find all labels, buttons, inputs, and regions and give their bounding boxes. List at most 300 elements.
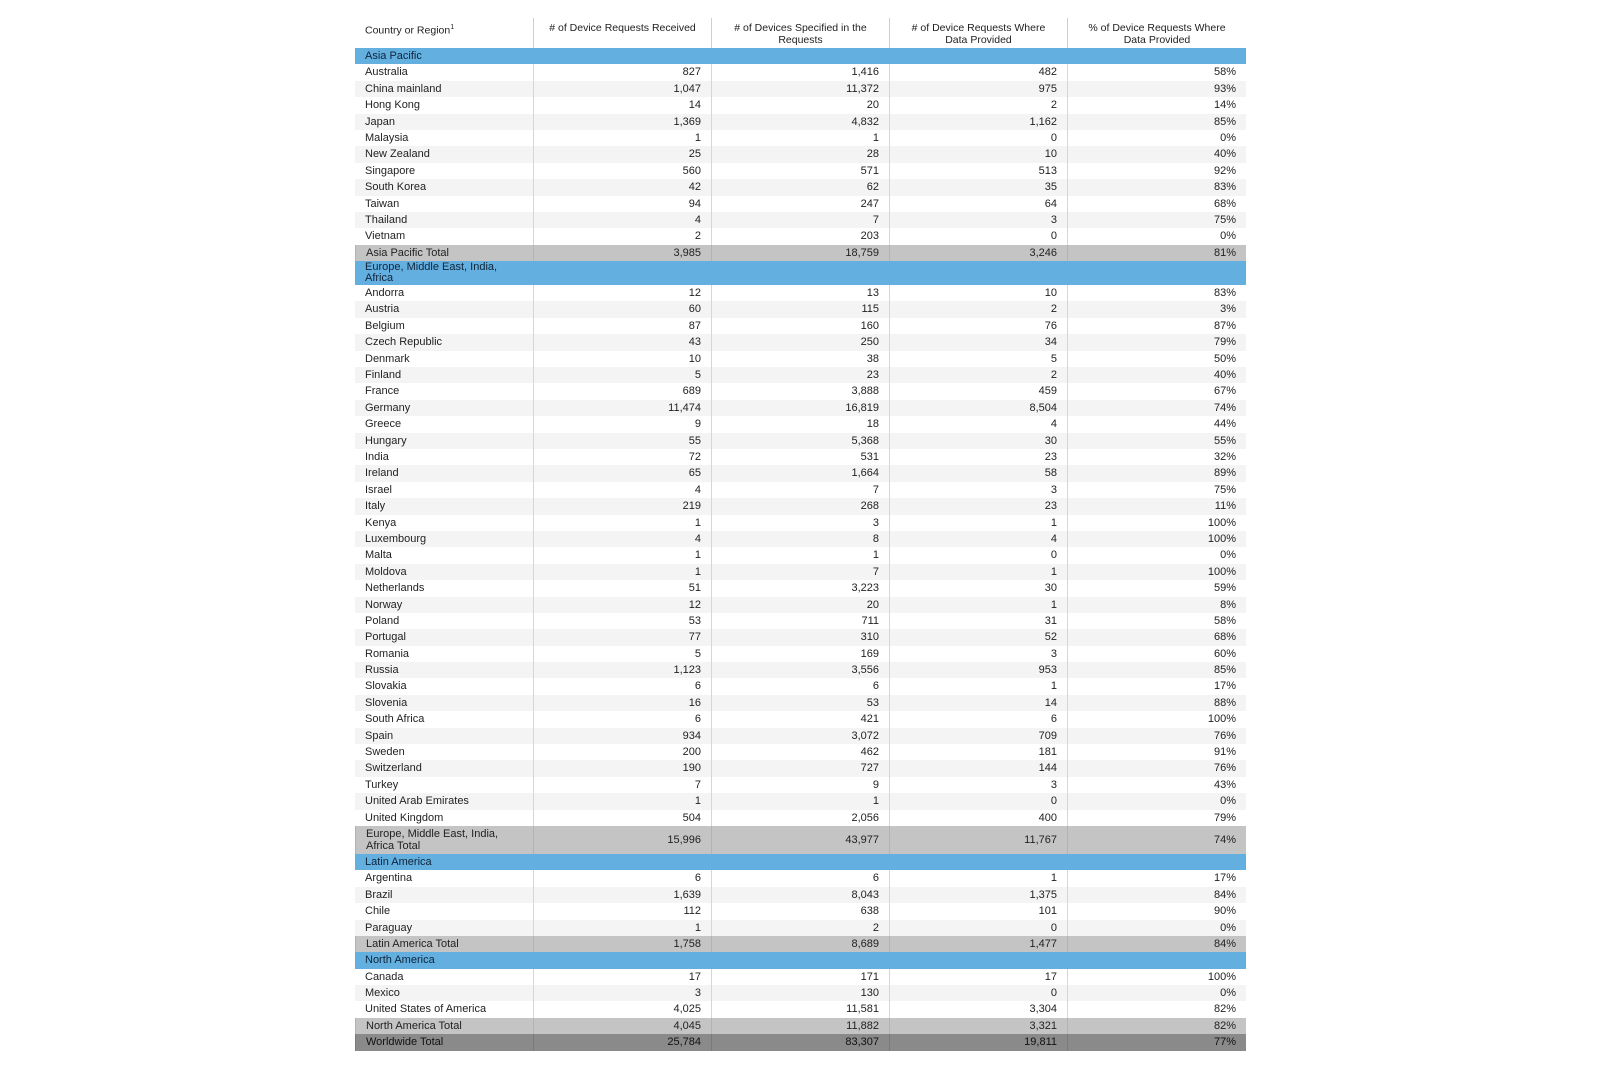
cell-percent: 100% (1067, 969, 1246, 985)
region-header-empty-cell (889, 952, 1067, 968)
cell-country: Greece (365, 418, 402, 431)
cell-country: Turkey (365, 778, 399, 791)
cell-provided: 0 (889, 130, 1067, 146)
cell-received: 1,369 (533, 114, 711, 130)
cell-percent: 44% (1067, 416, 1246, 432)
header-specified: # of Devices Specified in the Requests (711, 18, 889, 48)
cell-provided: 2 (889, 97, 1067, 113)
cell-percent: 100% (1067, 564, 1246, 580)
table-row (355, 416, 1246, 432)
cell-specified: 247 (711, 196, 889, 212)
cell-provided: 17 (889, 969, 1067, 985)
region-header-empty-cell (889, 48, 1067, 64)
cell-specified: 11,882 (711, 1018, 889, 1034)
cell-country: Thailand (365, 213, 408, 226)
cell-specified: 9 (711, 777, 889, 793)
cell-received: 25,784 (533, 1034, 711, 1050)
cell-country: China mainland (365, 82, 442, 95)
cell-received: 934 (533, 728, 711, 744)
table-row (355, 613, 1246, 629)
cell-percent: 84% (1067, 887, 1246, 903)
cell-country: Finland (365, 369, 402, 382)
cell-provided: 35 (889, 179, 1067, 195)
cell-country: Latin America Total (355, 936, 533, 952)
region-header-empty-cell (1067, 854, 1246, 870)
cell-provided: 3 (889, 646, 1067, 662)
cell-provided: 8,504 (889, 400, 1067, 416)
cell-specified: 3,888 (711, 383, 889, 399)
cell-specified: 7 (711, 482, 889, 498)
cell-percent: 59% (1067, 580, 1246, 596)
region-total-row (355, 936, 1246, 952)
cell-country: Vietnam (365, 230, 406, 243)
cell-percent: 0% (1067, 793, 1246, 809)
cell-provided: 4 (889, 416, 1067, 432)
cell-specified: 638 (711, 903, 889, 919)
cell-specified: 571 (711, 163, 889, 179)
cell-provided: 3,321 (889, 1018, 1067, 1034)
cell-percent: 74% (1067, 826, 1246, 854)
cell-percent: 32% (1067, 449, 1246, 465)
cell-specified: 421 (711, 711, 889, 727)
table-row (355, 870, 1246, 886)
cell-percent: 85% (1067, 662, 1246, 678)
cell-percent: 92% (1067, 163, 1246, 179)
cell-country: Asia Pacific Total (355, 245, 533, 261)
cell-specified: 23 (711, 367, 889, 383)
device-requests-table (355, 18, 1246, 1051)
cell-provided: 5 (889, 351, 1067, 367)
cell-received: 4 (533, 482, 711, 498)
cell-provided: 513 (889, 163, 1067, 179)
cell-country: Ireland (365, 467, 399, 480)
table-row (355, 531, 1246, 547)
cell-country: Romania (365, 647, 410, 660)
cell-percent: 85% (1067, 114, 1246, 130)
cell-provided: 2 (889, 301, 1067, 317)
cell-received: 7 (533, 777, 711, 793)
cell-received: 3,985 (533, 245, 711, 261)
table-row (355, 228, 1246, 244)
cell-percent: 75% (1067, 212, 1246, 228)
region-total-row (355, 1018, 1246, 1034)
cell-received: 15,996 (533, 826, 711, 854)
cell-percent: 68% (1067, 629, 1246, 645)
cell-received: 72 (533, 449, 711, 465)
cell-percent: 50% (1067, 351, 1246, 367)
cell-specified: 11,372 (711, 81, 889, 97)
region-name: Latin America (365, 855, 432, 868)
cell-country: Kenya (365, 516, 397, 529)
cell-received: 4,025 (533, 1001, 711, 1017)
region-header-empty-cell (711, 48, 889, 64)
cell-percent: 83% (1067, 179, 1246, 195)
cell-country: Hungary (365, 434, 407, 447)
cell-percent: 76% (1067, 728, 1246, 744)
cell-received: 1,639 (533, 887, 711, 903)
cell-provided: 1 (889, 515, 1067, 531)
cell-percent: 93% (1067, 81, 1246, 97)
cell-provided: 23 (889, 498, 1067, 514)
table-row (355, 580, 1246, 596)
table-row (355, 334, 1246, 350)
region-header-empty-cell (711, 952, 889, 968)
cell-specified: 8,689 (711, 936, 889, 952)
table-row (355, 81, 1246, 97)
table-row (355, 810, 1246, 826)
region-name: North America (365, 954, 435, 967)
cell-received: 560 (533, 163, 711, 179)
table-row (355, 285, 1246, 301)
cell-percent: 87% (1067, 318, 1246, 334)
region-header-empty-cell (533, 48, 711, 64)
table-row (355, 212, 1246, 228)
cell-provided: 459 (889, 383, 1067, 399)
cell-provided: 1 (889, 678, 1067, 694)
cell-received: 2 (533, 228, 711, 244)
cell-country: New Zealand (365, 148, 430, 161)
cell-specified: 18,759 (711, 245, 889, 261)
cell-received: 94 (533, 196, 711, 212)
header-received: # of Device Requests Received (533, 18, 711, 48)
cell-country: Poland (365, 614, 400, 627)
table-row (355, 711, 1246, 727)
cell-received: 43 (533, 334, 711, 350)
cell-percent: 79% (1067, 810, 1246, 826)
region-rows (355, 969, 1246, 1018)
cell-country: Andorra (365, 287, 405, 300)
table-row (355, 597, 1246, 613)
region-rows (355, 64, 1246, 244)
cell-specified: 711 (711, 613, 889, 629)
cell-country: South Africa (365, 713, 425, 726)
cell-provided: 0 (889, 547, 1067, 563)
cell-received: 16 (533, 695, 711, 711)
cell-specified: 3,072 (711, 728, 889, 744)
cell-country: Russia (365, 664, 399, 677)
table-row (355, 465, 1246, 481)
cell-country: North America Total (355, 1018, 533, 1034)
cell-received: 1 (533, 130, 711, 146)
cell-specified: 171 (711, 969, 889, 985)
cell-provided: 31 (889, 613, 1067, 629)
cell-percent: 58% (1067, 613, 1246, 629)
table-body (355, 48, 1246, 1051)
cell-received: 190 (533, 760, 711, 776)
cell-provided: 23 (889, 449, 1067, 465)
cell-specified: 28 (711, 146, 889, 162)
cell-received: 12 (533, 597, 711, 613)
cell-received: 5 (533, 646, 711, 662)
cell-provided: 953 (889, 662, 1067, 678)
cell-percent: 40% (1067, 146, 1246, 162)
table-header (355, 18, 1246, 48)
cell-provided: 3 (889, 482, 1067, 498)
cell-specified: 13 (711, 285, 889, 301)
cell-specified: 1 (711, 793, 889, 809)
cell-provided: 64 (889, 196, 1067, 212)
cell-percent: 43% (1067, 777, 1246, 793)
cell-specified: 727 (711, 760, 889, 776)
region-total-row (355, 245, 1246, 261)
cell-percent: 82% (1067, 1018, 1246, 1034)
cell-country: Israel (365, 483, 392, 496)
region-header-empty-cell (1067, 48, 1246, 64)
table-row (355, 515, 1246, 531)
cell-received: 6 (533, 711, 711, 727)
cell-provided: 101 (889, 903, 1067, 919)
table-row (355, 433, 1246, 449)
cell-specified: 4,832 (711, 114, 889, 130)
cell-received: 42 (533, 179, 711, 195)
cell-received: 77 (533, 629, 711, 645)
cell-specified: 6 (711, 678, 889, 694)
cell-specified: 7 (711, 212, 889, 228)
cell-received: 1 (533, 547, 711, 563)
cell-country: Europe, Middle East, India, Africa Total (355, 826, 533, 854)
cell-provided: 1 (889, 564, 1067, 580)
cell-provided: 482 (889, 64, 1067, 80)
table-row (355, 114, 1246, 130)
cell-provided: 0 (889, 920, 1067, 936)
cell-specified: 53 (711, 695, 889, 711)
cell-specified: 16,819 (711, 400, 889, 416)
cell-specified: 1 (711, 547, 889, 563)
cell-percent: 67% (1067, 383, 1246, 399)
region-header (355, 952, 1246, 968)
cell-country: Portugal (365, 631, 406, 644)
table-row (355, 196, 1246, 212)
cell-country: Singapore (365, 164, 416, 177)
cell-received: 6 (533, 870, 711, 886)
region-header-empty-cell (1067, 952, 1246, 968)
cell-specified: 2 (711, 920, 889, 936)
cell-percent: 88% (1067, 695, 1246, 711)
cell-country: France (365, 385, 400, 398)
cell-percent: 58% (1067, 64, 1246, 80)
cell-received: 14 (533, 97, 711, 113)
table-row (355, 629, 1246, 645)
cell-specified: 5,368 (711, 433, 889, 449)
cell-country: Taiwan (365, 197, 400, 210)
table-row (355, 777, 1246, 793)
cell-provided: 2 (889, 367, 1067, 383)
cell-provided: 1,162 (889, 114, 1067, 130)
cell-received: 12 (533, 285, 711, 301)
region-header-empty-cell (533, 261, 711, 285)
header-percent: % of Device Requests Where Data Provided (1067, 18, 1246, 48)
cell-country: Slovakia (365, 680, 407, 693)
table-row (355, 969, 1246, 985)
cell-provided: 1 (889, 870, 1067, 886)
cell-country: Malta (365, 549, 392, 562)
cell-percent: 83% (1067, 285, 1246, 301)
cell-provided: 0 (889, 228, 1067, 244)
cell-specified: 8 (711, 531, 889, 547)
cell-provided: 3,246 (889, 245, 1067, 261)
cell-received: 1,047 (533, 81, 711, 97)
cell-received: 60 (533, 301, 711, 317)
cell-specified: 62 (711, 179, 889, 195)
cell-received: 5 (533, 367, 711, 383)
region-header-empty-cell (533, 854, 711, 870)
cell-received: 827 (533, 64, 711, 80)
cell-specified: 250 (711, 334, 889, 350)
cell-percent: 81% (1067, 245, 1246, 261)
cell-percent: 0% (1067, 985, 1246, 1001)
cell-received: 25 (533, 146, 711, 162)
cell-percent: 60% (1067, 646, 1246, 662)
cell-specified: 130 (711, 985, 889, 1001)
cell-received: 112 (533, 903, 711, 919)
cell-provided: 709 (889, 728, 1067, 744)
region-header-empty-cell (889, 261, 1067, 285)
table-row (355, 728, 1246, 744)
cell-country: Spain (365, 729, 394, 742)
cell-specified: 203 (711, 228, 889, 244)
cell-country: United Arab Emirates (365, 795, 469, 808)
cell-specified: 115 (711, 301, 889, 317)
cell-country: Worldwide Total (355, 1034, 533, 1050)
header-country: Country or Region$^1$ (365, 24, 455, 37)
cell-provided: 52 (889, 629, 1067, 645)
cell-specified: 43,977 (711, 826, 889, 854)
cell-country: Switzerland (365, 762, 422, 775)
cell-percent: 0% (1067, 920, 1246, 936)
table-row (355, 130, 1246, 146)
cell-provided: 1,477 (889, 936, 1067, 952)
table-row (355, 146, 1246, 162)
cell-percent: 100% (1067, 531, 1246, 547)
region-header (355, 261, 1246, 285)
cell-country: Slovenia (365, 696, 408, 709)
cell-percent: 89% (1067, 465, 1246, 481)
cell-received: 689 (533, 383, 711, 399)
cell-specified: 20 (711, 597, 889, 613)
cell-specified: 8,043 (711, 887, 889, 903)
cell-percent: 68% (1067, 196, 1246, 212)
cell-received: 1 (533, 793, 711, 809)
cell-country: Mexico (365, 987, 400, 1000)
cell-country: United States of America (365, 1003, 487, 1016)
cell-provided: 11,767 (889, 826, 1067, 854)
cell-provided: 3,304 (889, 1001, 1067, 1017)
region-rows (355, 870, 1246, 936)
table-row (355, 903, 1246, 919)
cell-percent: 79% (1067, 334, 1246, 350)
cell-received: 1 (533, 515, 711, 531)
table-row (355, 646, 1246, 662)
cell-received: 200 (533, 744, 711, 760)
cell-received: 53 (533, 613, 711, 629)
table-row (355, 318, 1246, 334)
cell-provided: 14 (889, 695, 1067, 711)
cell-percent: 100% (1067, 515, 1246, 531)
cell-received: 1,123 (533, 662, 711, 678)
cell-received: 3 (533, 985, 711, 1001)
table-row (355, 301, 1246, 317)
cell-received: 55 (533, 433, 711, 449)
table-row (355, 498, 1246, 514)
table-row (355, 367, 1246, 383)
cell-provided: 1 (889, 597, 1067, 613)
cell-percent: 17% (1067, 678, 1246, 694)
cell-country: Sweden (365, 746, 405, 759)
cell-specified: 1 (711, 130, 889, 146)
region-header-empty-cell (533, 952, 711, 968)
cell-country: Norway (365, 598, 403, 611)
cell-provided: 0 (889, 985, 1067, 1001)
cell-specified: 268 (711, 498, 889, 514)
cell-country: Luxembourg (365, 532, 427, 545)
table-row (355, 64, 1246, 80)
table-row (355, 179, 1246, 195)
cell-country: India (365, 450, 389, 463)
cell-percent: 75% (1067, 482, 1246, 498)
cell-provided: 76 (889, 318, 1067, 334)
table-row (355, 564, 1246, 580)
header-provided: # of Device Requests Where Data Provided (889, 18, 1067, 48)
cell-received: 65 (533, 465, 711, 481)
cell-country: United Kingdom (365, 811, 444, 824)
cell-provided: 400 (889, 810, 1067, 826)
table-row (355, 400, 1246, 416)
cell-country: Japan (365, 115, 395, 128)
cell-received: 10 (533, 351, 711, 367)
cell-country: Malaysia (365, 131, 409, 144)
region-header (355, 48, 1246, 64)
footnote-marker: 1 (450, 24, 455, 31)
cell-country: South Korea (365, 181, 427, 194)
cell-percent: 40% (1067, 367, 1246, 383)
cell-specified: 169 (711, 646, 889, 662)
region-total-row (355, 826, 1246, 854)
cell-percent: 3% (1067, 301, 1246, 317)
cell-received: 6 (533, 678, 711, 694)
cell-percent: 76% (1067, 760, 1246, 776)
cell-percent: 74% (1067, 400, 1246, 416)
cell-country: Austria (365, 303, 400, 316)
cell-percent: 91% (1067, 744, 1246, 760)
cell-provided: 0 (889, 793, 1067, 809)
cell-received: 9 (533, 416, 711, 432)
cell-provided: 19,811 (889, 1034, 1067, 1050)
table-row (355, 793, 1246, 809)
cell-country: Italy (365, 500, 386, 513)
cell-country: Netherlands (365, 582, 425, 595)
cell-specified: 3,223 (711, 580, 889, 596)
table-row (355, 163, 1246, 179)
cell-percent: 0% (1067, 547, 1246, 563)
cell-percent: 8% (1067, 597, 1246, 613)
cell-received: 1 (533, 920, 711, 936)
cell-specified: 160 (711, 318, 889, 334)
cell-specified: 2,056 (711, 810, 889, 826)
cell-percent: 14% (1067, 97, 1246, 113)
cell-country: Denmark (365, 352, 410, 365)
cell-received: 4 (533, 531, 711, 547)
table-row (355, 449, 1246, 465)
cell-percent: 82% (1067, 1001, 1246, 1017)
cell-specified: 3 (711, 515, 889, 531)
table-row (355, 760, 1246, 776)
table-row (355, 97, 1246, 113)
cell-received: 1 (533, 564, 711, 580)
cell-provided: 34 (889, 334, 1067, 350)
cell-specified: 20 (711, 97, 889, 113)
table-row (355, 383, 1246, 399)
cell-received: 219 (533, 498, 711, 514)
